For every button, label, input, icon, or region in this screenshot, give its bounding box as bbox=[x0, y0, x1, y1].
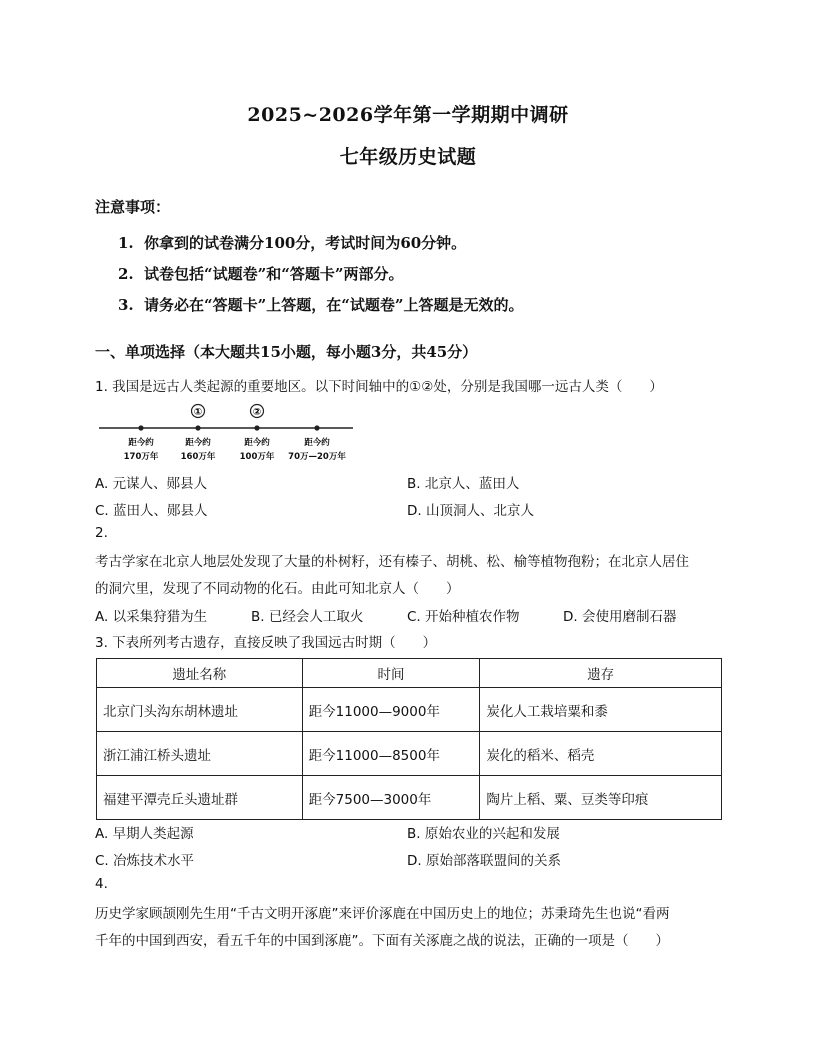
marker-2 bbox=[251, 405, 264, 419]
notice-item-number: 3. bbox=[118, 296, 134, 314]
marker-1-label: ① bbox=[193, 407, 203, 418]
table-header-cell: 遗址名称 bbox=[97, 659, 303, 688]
q2-option-c: C. 开始种植农作物 bbox=[407, 609, 520, 625]
table-cell: 陶片上稻、粟、豆类等印痕 bbox=[480, 776, 722, 820]
q3-table bbox=[96, 658, 722, 820]
table-cell: 距今7500—3000年 bbox=[302, 776, 480, 820]
table-cell: 浙江浦江桥头遗址 bbox=[97, 732, 303, 776]
question-1-stem: 1. 我国是远古人类起源的重要地区。以下时间轴中的①②处，分别是我国哪一远古人类（ ） bbox=[95, 379, 663, 395]
table-cell: 距今11000—8500年 bbox=[302, 732, 480, 776]
notice-item bbox=[118, 263, 404, 284]
table-row bbox=[97, 776, 722, 820]
table-header-cell: 遗存 bbox=[480, 659, 722, 688]
marker-1 bbox=[192, 405, 205, 419]
timeline-point-label: 距今约 bbox=[244, 438, 270, 448]
notice-item-number: 1. bbox=[118, 234, 134, 252]
q1-option-a: A. 元谋人、郧县人 bbox=[95, 476, 208, 492]
table-row bbox=[97, 732, 722, 776]
table-cell: 炭化人工栽培粟和黍 bbox=[480, 688, 722, 732]
timeline-point-value: 70万—20万年 bbox=[288, 452, 346, 462]
exam-title: 2025~2026学年第一学期期中调研 bbox=[247, 104, 569, 126]
timeline-point-label: 距今约 bbox=[304, 438, 330, 448]
timeline-point-value: 100万年 bbox=[239, 452, 275, 462]
q3-option-c: C. 冶炼技术水平 bbox=[95, 853, 195, 869]
notice-item-number: 2. bbox=[118, 265, 134, 283]
q3-option-a: A. 早期人类起源 bbox=[95, 826, 194, 842]
exam-subtitle: 七年级历史试题 bbox=[339, 146, 477, 168]
table-cell: 距今11000—9000年 bbox=[302, 688, 480, 732]
marker-2-label: ② bbox=[252, 407, 262, 418]
table-header-cell: 时间 bbox=[302, 659, 480, 688]
timeline-point-value: 160万年 bbox=[180, 452, 216, 462]
timeline-point bbox=[314, 425, 319, 430]
question-4-stem-line-2: 千年的中国到西安，看五千年的中国到涿鹿”。下面有关涿鹿之战的说法，正确的一项是（ ） bbox=[95, 933, 669, 949]
notice-item bbox=[118, 232, 466, 253]
table-header-row bbox=[97, 659, 722, 688]
question-2-stem-line-1: 考古学家在北京人地层处发现了大量的朴树籽，还有榛子、胡桃、松、榆等植物孢粉；在北京人居住 bbox=[95, 554, 689, 570]
table-cell: 北京门头沟东胡林遗址 bbox=[97, 688, 303, 732]
notice-item bbox=[118, 294, 524, 315]
timeline-point bbox=[254, 425, 259, 430]
q1-option-d: D. 山顶洞人、北京人 bbox=[407, 503, 534, 519]
q1-option-c: C. 蓝田人、郧县人 bbox=[95, 503, 208, 519]
timeline-figure bbox=[95, 399, 365, 469]
table-cell: 福建平潭壳丘头遗址群 bbox=[97, 776, 303, 820]
q1-option-b: B. 北京人、蓝田人 bbox=[407, 476, 520, 492]
q2-option-d: D. 会使用磨制石器 bbox=[563, 609, 677, 625]
question-4-number: 4. bbox=[95, 876, 108, 892]
question-4-stem-line-1: 历史学家顾颉刚先生用“千古文明开涿鹿”来评价涿鹿在中国历史上的地位；苏秉琦先生也说“看两 bbox=[95, 906, 670, 922]
q3-option-b: B. 原始农业的兴起和发展 bbox=[407, 826, 560, 842]
q2-option-b: B. 已经会人工取火 bbox=[251, 609, 364, 625]
question-3-stem: 3. 下表所列考古遗存，直接反映了我国远古时期（ ） bbox=[95, 635, 437, 651]
notice-heading: 注意事项： bbox=[95, 198, 171, 216]
table-row bbox=[97, 688, 722, 732]
q3-option-d: D. 原始部落联盟间的关系 bbox=[407, 853, 561, 869]
table-cell: 炭化的稻米、稻壳 bbox=[480, 732, 722, 776]
timeline-point bbox=[195, 425, 200, 430]
notice-item-text: 试卷包括“试题卷”和“答题卡”两部分。 bbox=[144, 265, 404, 283]
timeline-point-label: 距今约 bbox=[185, 438, 211, 448]
notice-item-text: 请务必在“答题卡”上答题，在“试题卷”上答题是无效的。 bbox=[144, 296, 524, 314]
timeline-point-label: 距今约 bbox=[128, 438, 154, 448]
q2-option-a: A. 以采集狩猎为生 bbox=[95, 609, 208, 625]
timeline-point-value: 170万年 bbox=[123, 452, 159, 462]
question-2-stem-line-2: 的洞穴里，发现了不同动物的化石。由此可知北京人（ ） bbox=[95, 581, 460, 597]
notice-item-text: 你拿到的试卷满分100分，考试时间为60分钟。 bbox=[144, 234, 467, 252]
question-2-number: 2. bbox=[95, 525, 108, 541]
section-heading: 一、单项选择（本大题共15小题，每小题3分，共45分） bbox=[95, 343, 478, 361]
timeline-point bbox=[138, 425, 143, 430]
